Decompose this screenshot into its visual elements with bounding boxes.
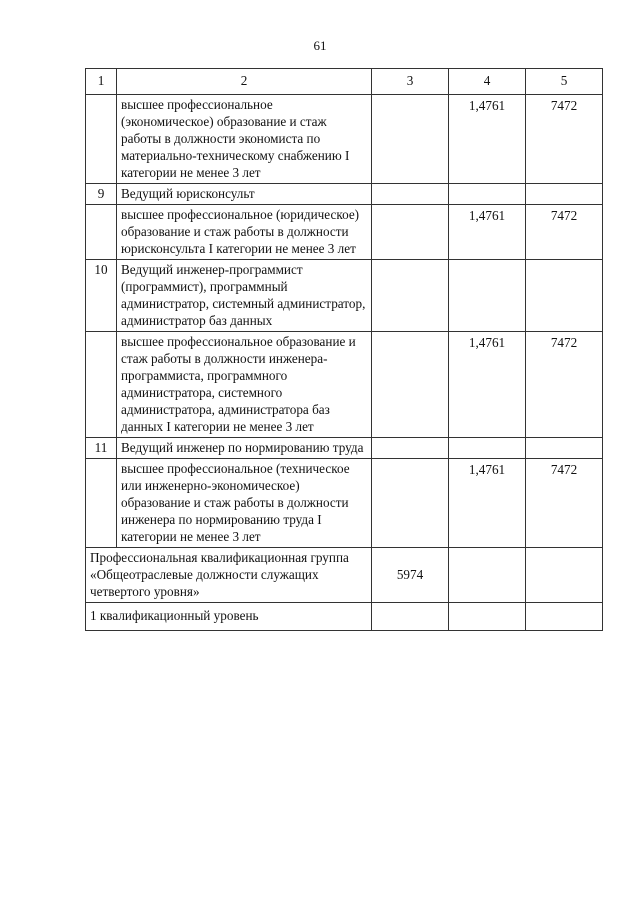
row-number [86,95,117,184]
page-number: 61 [313,38,327,53]
table-row [86,260,603,332]
coefficient-cell: 1,4761 [449,459,526,548]
header-col-2: 2 [117,69,372,95]
base-salary-cell [372,95,449,184]
level-row [86,603,603,631]
base-salary-cell [372,332,449,438]
table-row [86,95,603,184]
group-base-salary: 5974 [372,548,449,603]
salary-cell: 7472 [526,95,603,184]
row-number: 11 [86,438,117,459]
table-row [86,332,603,438]
table-row [86,438,603,459]
base-salary-cell [372,205,449,260]
qualification-group-label: Профессиональная квалификационная группа «Общеотраслевые должности служащих четвертого уровня» [86,548,372,603]
salary-cell: 7472 [526,459,603,548]
qualification-level-label: 1 квалификационный уровень [86,603,372,631]
position-description: высшее профессиональное (техническое или инженерно-экономическое) образование и стаж работы в должности инженера по нормированию труда I категории не менее 3 лет [117,459,372,548]
table-header-row [86,69,603,95]
table-row [86,205,603,260]
position-description: высшее профессиональное (юридическое) образование и стаж работы в должности юрисконсульта I категории не менее 3 лет [117,205,372,260]
table-row [86,459,603,548]
table-row [86,184,603,205]
base-salary-cell [372,260,449,332]
coefficient-cell [449,184,526,205]
coefficient-cell: 1,4761 [449,332,526,438]
coefficient-cell: 1,4761 [449,205,526,260]
position-title: Ведущий инженер по нормированию труда [117,438,372,459]
salary-cell [526,438,603,459]
salary-cell: 7472 [526,332,603,438]
position-description: высшее профессиональное (экономическое) образование и стаж работы в должности экономиста по материально-техническому снабжению I категории не менее 3 лет [117,95,372,184]
salary-cell [526,184,603,205]
salary-cell [526,260,603,332]
base-salary-cell [372,603,449,631]
base-salary-cell [372,184,449,205]
row-number: 10 [86,260,117,332]
group-row [86,548,603,603]
salary-cell [526,603,603,631]
header-col-1: 1 [86,69,117,95]
position-description: высшее профессиональное образование и стаж работы в должности инженера-программиста, программного администратора, системного администратора, администратора баз данных I категории не менее 3 лет [117,332,372,438]
header-col-3: 3 [372,69,449,95]
qualification-table [85,68,603,631]
row-number [86,332,117,438]
coefficient-cell [449,260,526,332]
row-number [86,459,117,548]
row-number: 9 [86,184,117,205]
coefficient-cell [449,438,526,459]
salary-cell [526,548,603,603]
coefficient-cell: 1,4761 [449,95,526,184]
header-col-5: 5 [526,69,603,95]
base-salary-cell [372,459,449,548]
coefficient-cell [449,603,526,631]
salary-cell: 7472 [526,205,603,260]
row-number [86,205,117,260]
header-col-4: 4 [449,69,526,95]
position-title: Ведущий юрисконсульт [117,184,372,205]
base-salary-cell [372,438,449,459]
position-title: Ведущий инженер-программист (программист), программный администратор, системный администратор, администратор баз данных [117,260,372,332]
coefficient-cell [449,548,526,603]
